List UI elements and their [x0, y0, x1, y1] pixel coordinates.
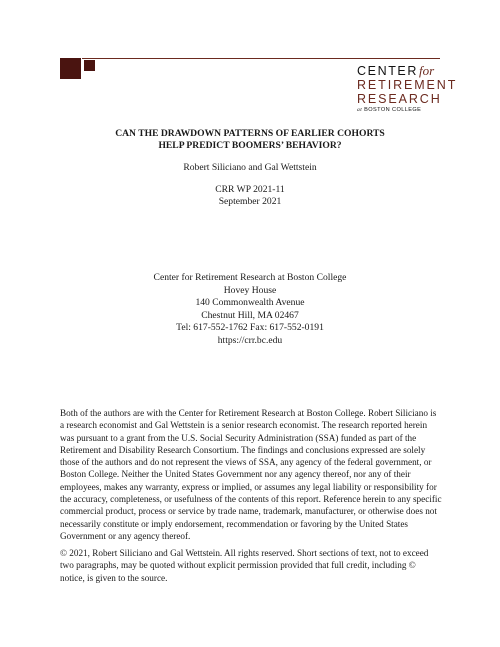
header-rule	[82, 58, 440, 59]
paper-title-line-2: HELP PREDICT BOOMERS’ BEHAVIOR?	[158, 140, 342, 151]
copyright-notice: © 2021, Robert Siliciano and Gal Wettstein. All rights reserved. Short sections of text, not to exceed two paragraphs, may be quoted without explicit permission provided that full credit, including © notice, is given to the source.	[60, 548, 429, 583]
paper-identifier	[0, 184, 500, 208]
paper-authors: Robert Siliciano and Gal Wettstein	[183, 162, 317, 173]
paper-title	[0, 128, 500, 152]
address-building: Hovey House	[223, 284, 277, 296]
address-phone-fax: Tel: 617-552-1762 Fax: 617-552-0191	[176, 322, 324, 333]
logo-square-large	[60, 58, 81, 79]
address-city: Chestnut Hill, MA 02467	[201, 309, 299, 321]
contact-address	[0, 272, 500, 347]
logo-line-boston-college: at BOSTON COLLEGE	[357, 107, 422, 113]
address-organization: Center for Retirement Research at Boston College	[153, 272, 347, 283]
working-paper-number: CRR WP 2021-11	[215, 184, 285, 195]
address-website: https://crr.bc.edu	[217, 334, 283, 346]
logo-square-small	[84, 60, 95, 71]
disclaimer-paragraph: Both of the authors are with the Center for Retirement Research at Boston College. Robert Siliciano is a research economist and Gal Wettstein is a senior research economist. The research reported herein was pursuant to a grant from the U.S. Social Security Administration (SSA) funded as part of the Retirement and Disability Research Consortium. The findings and conclusions expressed are solely those of the authors and do not represent the views of SSA, any agency of the federal government, or Boston College. Neither the United States Government nor any agency thereof, nor any of their employees, makes any warranty, express or implied, or assumes any legal liability or responsibility for the accuracy, completeness, or usefulness of the contents of this report. Reference herein to any specific commercial product, process or service by trade name, trademark, manufacturer, or otherwise does not necessarily constitute or imply endorsement, recommendation or favoring by the United States Government or any agency thereof.	[60, 408, 442, 541]
paper-title-line-1: CAN THE DRAWDOWN PATTERNS OF EARLIER COHORTS	[115, 128, 385, 139]
crr-logo	[357, 63, 458, 114]
paper-date: September 2021	[218, 196, 282, 207]
address-street: 140 Commonwealth Avenue	[195, 297, 305, 308]
logo-line-center: CENTERfor	[357, 63, 435, 78]
logo-line-research: RESEARCH	[357, 92, 442, 106]
logo-line-retirement: RETIREMENT	[357, 78, 458, 92]
